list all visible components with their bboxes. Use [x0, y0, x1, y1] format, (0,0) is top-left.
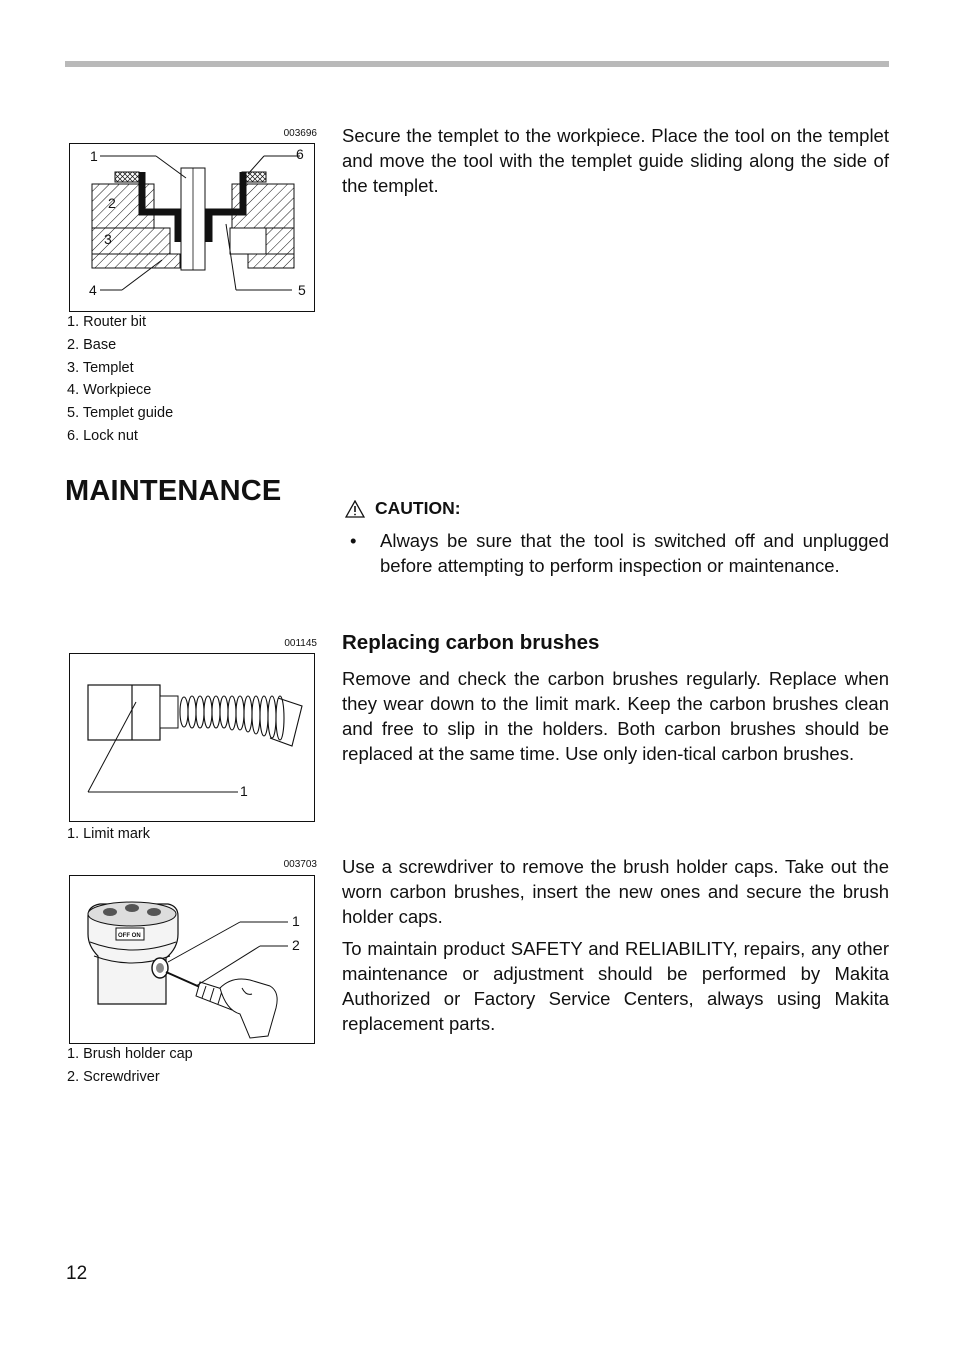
- caution-label: CAUTION:: [375, 498, 461, 518]
- page-number: 12: [66, 1263, 88, 1284]
- legend-item: 2. Base: [67, 336, 117, 353]
- figure1-legend: [67, 311, 173, 448]
- templet-figure: [69, 143, 315, 312]
- brush-holder-diagram: [70, 876, 316, 1045]
- caution-bullet: [342, 528, 889, 578]
- legend-item: 6. Lock nut: [67, 427, 138, 444]
- legend-item: 5. Templet guide: [67, 405, 174, 422]
- switch-label: OFF ON: [118, 933, 141, 939]
- bullet-dot: •: [350, 530, 357, 551]
- callout-6: 6: [296, 146, 304, 162]
- carbon-brush-figure: [69, 653, 315, 822]
- callout-1: 1: [240, 783, 248, 799]
- carbon-brush-diagram: [70, 654, 316, 823]
- legend-item: 2. Screwdriver: [67, 1068, 160, 1085]
- callout-1: 1: [90, 148, 98, 164]
- figure2-legend: [67, 823, 150, 846]
- caution-text: Always be sure that the tool is switched off and unplugged before attempting to perform inspection or maintenance.: [380, 530, 889, 576]
- figure-code: 003696: [283, 128, 317, 139]
- callout-3: 3: [104, 231, 112, 247]
- screwdriver-paragraph: Use a screwdriver to remove the brush holder caps. Take out the worn carbon brushes, insert the new ones and secure the brush holder caps.: [342, 856, 889, 927]
- legend-item: 1. Brush holder cap: [67, 1046, 193, 1062]
- templet-diagram: [70, 144, 316, 313]
- figure3-legend: [67, 1043, 193, 1089]
- section-title: MAINTENANCE: [65, 475, 282, 507]
- warning-triangle-icon: [345, 500, 365, 518]
- legend-item: 1. Limit mark: [67, 826, 150, 842]
- callout-4: 4: [89, 282, 97, 298]
- caution-heading: [345, 498, 461, 519]
- brush-holder-figure: [69, 875, 315, 1044]
- callout-2: 2: [108, 195, 116, 211]
- legend-item: 4. Workpiece: [67, 382, 152, 399]
- callout-1: 1: [292, 913, 300, 929]
- figure-code: 003703: [283, 859, 317, 870]
- callout-2: 2: [292, 937, 300, 953]
- callout-5: 5: [298, 282, 306, 298]
- legend-item: 1. Router bit: [67, 314, 146, 330]
- figure-code: 001145: [284, 638, 317, 649]
- intro-paragraph: Secure the templet to the workpiece. Place the tool on the templet and move the tool with the templet guide sliding along the side of the templet.: [342, 125, 889, 196]
- subsection-title: Replacing carbon brushes: [342, 631, 600, 654]
- legend-item: 3. Templet: [67, 359, 134, 376]
- safety-paragraph: To maintain product SAFETY and RELIABILITY, repairs, any other maintenance or adjustment should be performed by Makita Authorized or Factory Service Centers, always using Makita replacement parts.: [342, 938, 889, 1034]
- header-rule: [65, 61, 889, 67]
- brushes-paragraph: Remove and check the carbon brushes regularly. Replace when they wear down to the limit mark. Keep the carbon brushes clean and free to slip in the holders. Both carbon brushes should be replaced at the same time. Use only iden-tical carbon brushes.: [342, 668, 889, 764]
